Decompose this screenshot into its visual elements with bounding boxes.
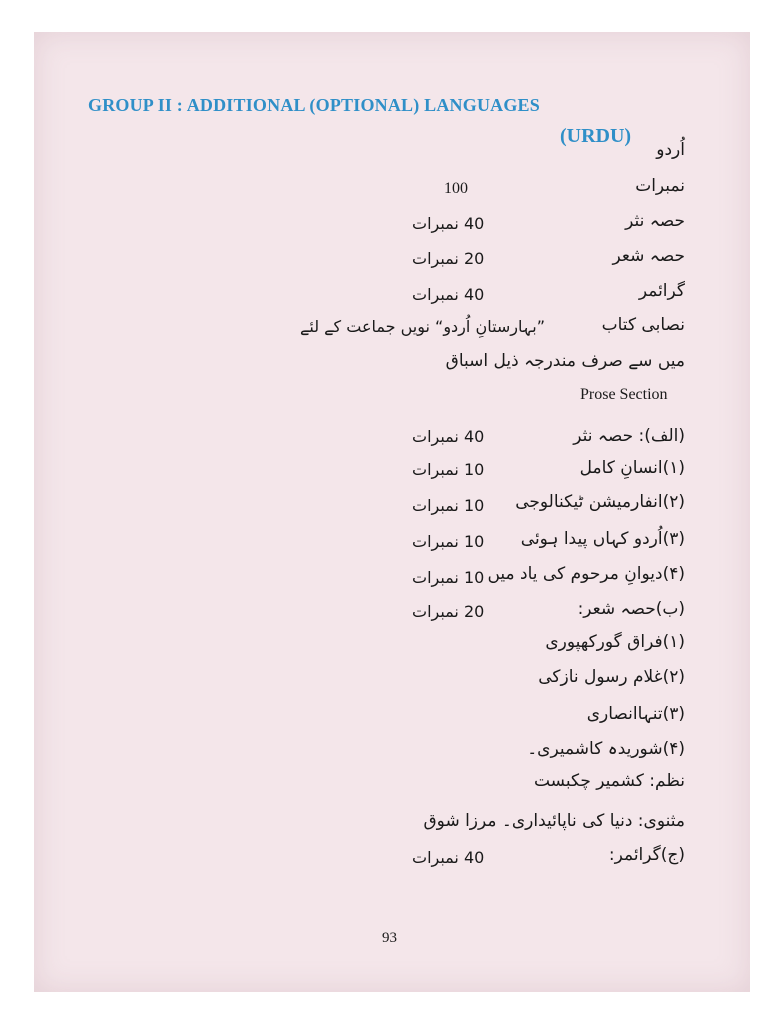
prose-lesson-3: (۳)اُردو کہاں پیدا ہوئی — [520, 529, 685, 549]
prose-lesson-2-marks: 10 نمبرات — [412, 496, 485, 515]
lessons-note: میں سے صرف مندرجہ ذیل اسباق — [445, 351, 685, 371]
section-alif-marks: 40 نمبرات — [412, 427, 485, 446]
urdu-label: اُردو — [656, 140, 685, 160]
prose-lesson-2: (۲)انفارمیشن ٹیکنالوجی — [515, 492, 685, 512]
section-jeem: (ج)گرائمر: — [608, 845, 685, 865]
prose-part-marks: 40 نمبرات — [412, 214, 485, 233]
total-marks: 100 — [444, 180, 468, 197]
poetry-part-label: حصہ شعر — [612, 246, 685, 266]
nazm-line: نظم: کشمیر چکبست — [533, 771, 685, 791]
prose-lesson-1-marks: 10 نمبرات — [412, 460, 485, 479]
section-bay: (ب)حصہ شعر: — [577, 599, 685, 619]
section-jeem-marks: 40 نمبرات — [412, 848, 485, 867]
prose-lesson-1: (۱)انسانِ کامل — [579, 458, 685, 478]
masnavi-line: مثنوی: دنیا کی ناپائیداری۔ مرزا شوق — [423, 811, 685, 831]
poetry-part-marks: 20 نمبرات — [412, 249, 485, 268]
page-number: 93 — [382, 930, 397, 946]
section-alif: (الف): حصہ نثر — [573, 426, 685, 446]
grammar-label: گرائمر — [638, 281, 685, 301]
textbook-value: ”بہارستانِ اُردو“ نویں جماعت کے لئے — [300, 317, 546, 336]
prose-lesson-4: (۴)دیوانِ مرحوم کی یاد میں — [487, 564, 685, 584]
prose-section-label: Prose Section — [580, 386, 668, 403]
poet-4: (۴)شوریدہ کاشمیری۔ — [527, 739, 685, 759]
marks-label: نمبرات — [635, 176, 685, 196]
section-bay-marks: 20 نمبرات — [412, 602, 485, 621]
prose-lesson-3-marks: 10 نمبرات — [412, 532, 485, 551]
prose-part-label: حصہ نثر — [625, 211, 685, 231]
poet-1: (۱)فراق گورکھپوری — [545, 632, 685, 652]
poet-2: (۲)غلام رسول نازکی — [538, 667, 685, 687]
grammar-marks: 40 نمبرات — [412, 285, 485, 304]
poet-3: (۳)تنہاانصاری — [586, 704, 685, 724]
textbook-label: نصابی کتاب — [601, 315, 685, 335]
prose-lesson-4-marks: 10 نمبرات — [412, 568, 485, 587]
urdu-subheading: (URDU) — [560, 125, 632, 147]
group-heading: GROUP II : ADDITIONAL (OPTIONAL) LANGUAGES — [88, 95, 540, 115]
